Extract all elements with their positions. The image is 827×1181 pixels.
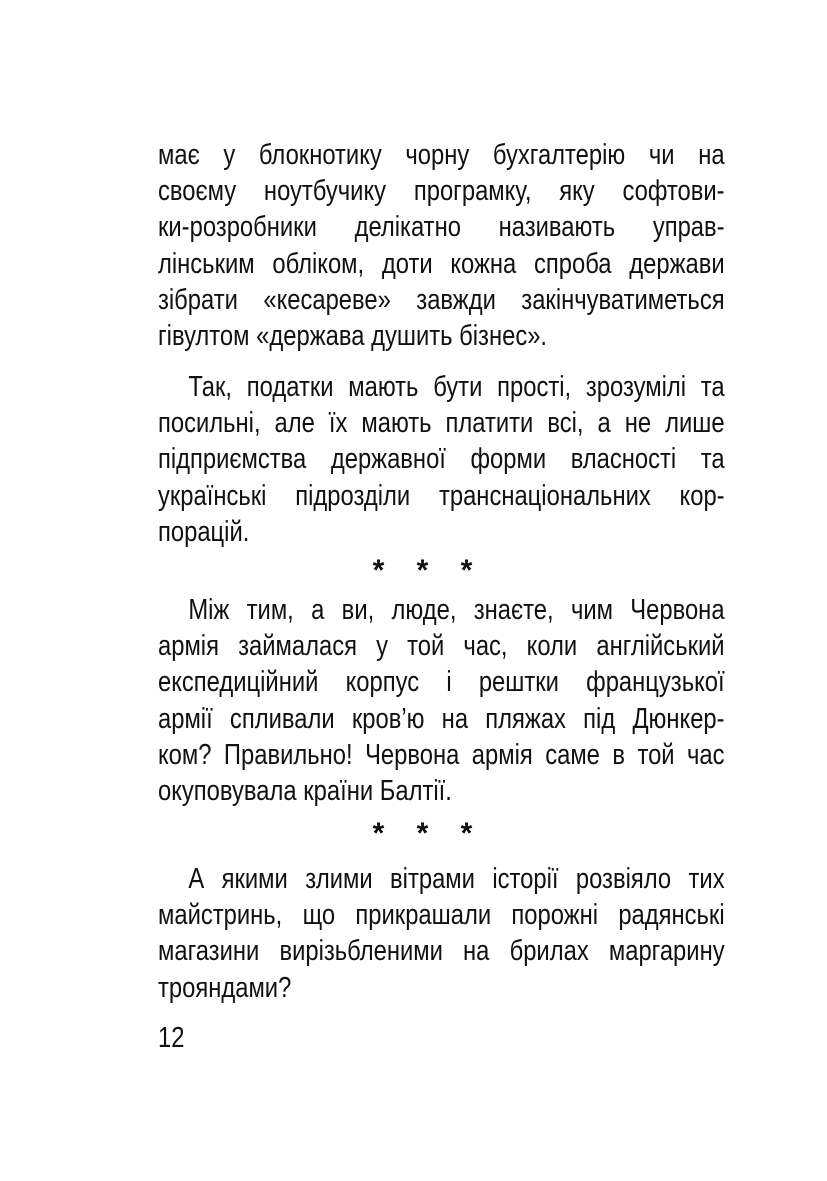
text-line: має у блокнотику чорну бухгалтерію чи на [158,139,725,171]
page-number: 12 [158,1022,185,1054]
text-line: ки-розробники делікатно називають управ- [158,211,725,244]
text-line: ком? Правильно! Червона армія саме в той час [158,738,725,771]
text-line: трояндами? [158,971,292,1004]
paragraph-1 [158,137,725,354]
section-separator-1: * * * [372,554,485,587]
text-line: своєму ноутбучику програмку, яку софтови- [158,175,725,208]
text-line: лінським обліком, доти кожна спроба держави [158,247,725,280]
text-line: експедиційний корпус і рештки французької [158,666,725,699]
text-line: окуповувала країни Балтії. [158,775,452,808]
text-line: Між тим, а ви, люде, знаєте, чим Червона [188,594,725,626]
paragraph-4 [158,861,725,1006]
text-line: українські підрозділи транснаціональних кор- [158,479,725,512]
text-line: армії спливали кров’ю на пляжах під Дюнкер- [158,702,725,735]
text-line: магазини вирізьбленими на брилах маргарину [158,935,725,968]
text-line: посильні, але їх мають платити всі, а не лише [158,407,725,440]
text-line: гівултом «держава душить бізнес». [158,320,548,353]
text-line: А якими злими вітрами історії розвіяло тих [188,863,725,895]
text-line: підприємства державної форми власності та [158,443,725,476]
text-line: майстринь, що прикрашали порожні радянські [158,899,725,932]
text-line: Так, податки мають бути прості, зрозумілі та [188,371,725,403]
text-line: армія займалася у той час, коли англійський [158,630,725,663]
text-line: зібрати «кесареве» завжди закінчуватиметься [158,283,725,316]
section-separator-2: * * * [372,817,485,850]
paragraph-3 [158,592,725,809]
paragraph-2 [158,369,725,550]
text-line: порацій. [158,515,250,548]
